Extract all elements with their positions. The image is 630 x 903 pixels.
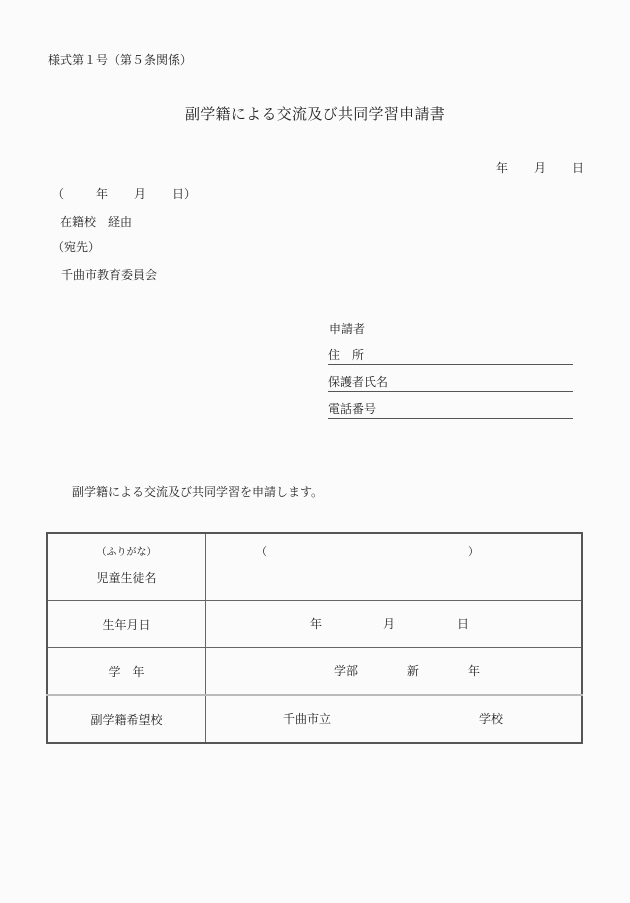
application-table (46, 532, 583, 744)
birthdate-year-label: 年 (310, 617, 323, 631)
guardian-name-field[interactable] (328, 374, 573, 392)
address-field[interactable] (328, 347, 573, 365)
document-title: 副学籍による交流及び共同学習申請書 (184, 105, 446, 123)
via-date-day-label: 日） (172, 187, 197, 201)
applicant-label: 申請者 (329, 322, 366, 336)
addressee: 千曲市教育委員会 (61, 268, 158, 282)
date-year-label: 年 (496, 161, 509, 175)
grade-year-label: 年 (468, 664, 481, 678)
address-label: 住 所 (328, 348, 365, 362)
date-day-label: 日 (572, 161, 585, 175)
grade-field[interactable] (206, 648, 583, 696)
guardian-name-label: 保護者氏名 (328, 375, 389, 389)
desired-school-label: 副学籍希望校 (47, 695, 206, 743)
furigana-close-paren: ） (468, 545, 479, 558)
form-number: 様式第１号（第５条関係） (48, 53, 193, 67)
table-row-student-name (47, 533, 582, 601)
grade-new-label: 新 (407, 664, 420, 678)
application-date (496, 162, 584, 174)
grade-label: 学 年 (47, 648, 206, 696)
via-date-year-label: 年 (96, 187, 109, 201)
birthdate-day-label: 日 (457, 617, 470, 631)
date-month-label: 月 (534, 161, 547, 175)
furigana-open-paren: （ (256, 545, 267, 558)
addressee-label: （宛先） (52, 240, 101, 254)
student-name-field[interactable] (206, 533, 583, 601)
phone-number-label: 電話番号 (328, 402, 377, 416)
via-date-month-label: 月 (134, 187, 147, 201)
student-name-label-cell (47, 533, 206, 601)
birthdate-month-label: 月 (383, 617, 396, 631)
via-school-date (52, 188, 196, 200)
via-school-label: 在籍校 経由 (60, 215, 133, 229)
application-statement: 副学籍による交流及び共同学習を申請します。 (72, 485, 324, 499)
table-row-desired-school (47, 695, 582, 743)
furigana-label: （ふりがな） (96, 547, 157, 558)
grade-department-label: 学部 (334, 664, 359, 678)
via-date-open-paren: （ (52, 187, 65, 201)
phone-number-field[interactable] (328, 401, 573, 419)
birthdate-field[interactable] (206, 601, 583, 648)
table-row-grade (47, 648, 582, 696)
table-row-birthdate (47, 601, 582, 648)
student-name-label: 児童生徒名 (96, 571, 157, 585)
desired-school-prefix: 千曲市立 (283, 712, 332, 726)
birthdate-label: 生年月日 (47, 601, 206, 648)
desired-school-field[interactable] (206, 695, 583, 743)
desired-school-suffix: 学校 (479, 712, 504, 726)
